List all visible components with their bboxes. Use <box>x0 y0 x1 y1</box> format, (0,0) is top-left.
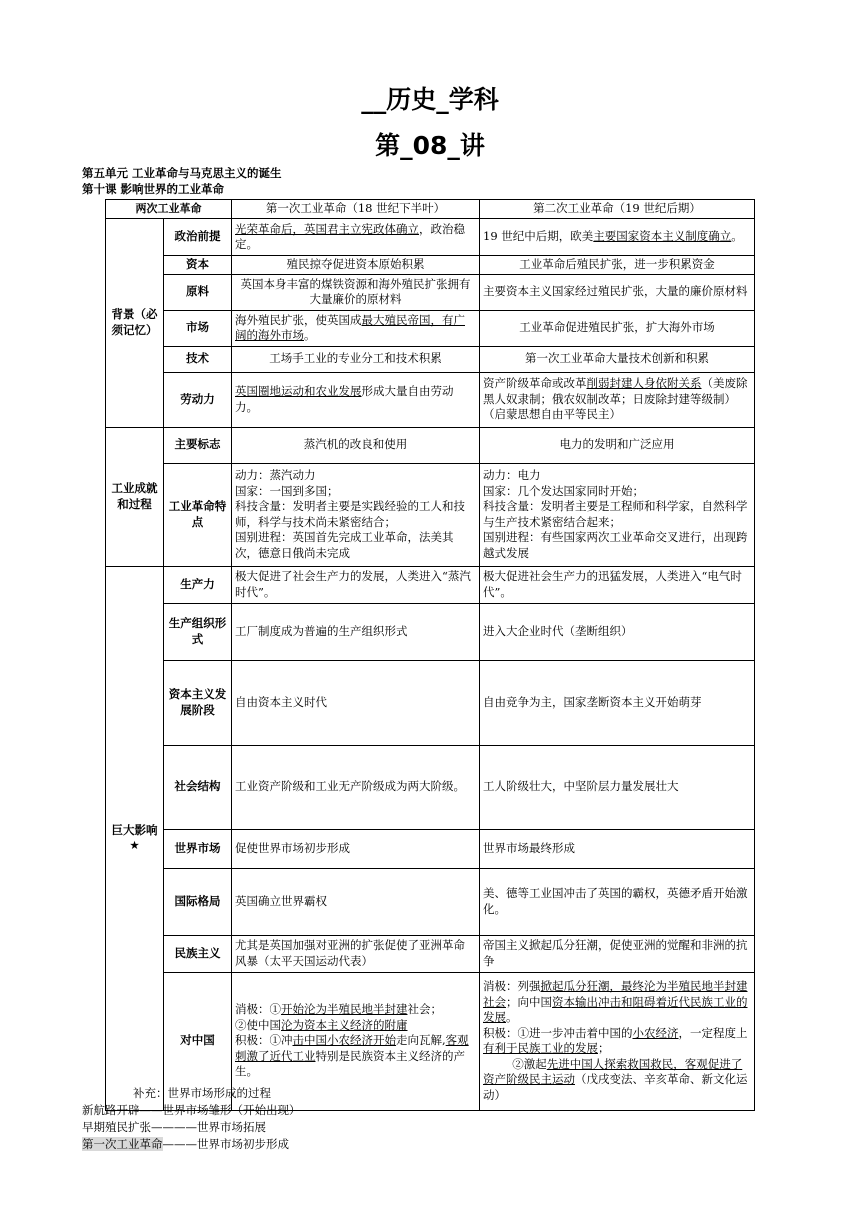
cell-technology-first: 工场手工业的专业分工和技术积累 <box>232 346 480 372</box>
feature-line: 科技含量：发明者主要是工程师和科学家，自然科学与生产技术紧密结合起来； <box>483 499 748 529</box>
text: （美废除黑人奴隶制；俄农奴制改革；日废除封建等级制）（启蒙思想自由平等民主） <box>483 376 748 422</box>
feature-line: 科技含量：发明者主要是实践经验的工人和技师，科学与技术尚未紧密结合； <box>235 499 465 529</box>
text: ；向中国 <box>506 994 552 1009</box>
row-label-materials: 原料 <box>164 274 232 310</box>
text: 社会； <box>407 1002 442 1017</box>
cell-market-second: 工业革命促进殖民扩张，扩大海外市场 <box>480 310 755 346</box>
cell-labor-first <box>232 372 480 427</box>
cell-productivity-first: 极大促进了社会生产力的发展，人类进入“蒸汽时代”。 <box>232 566 480 603</box>
header-cell-revolutions: 两次工业革命 <box>106 200 232 219</box>
text: 海外殖民扩张，使英国成 <box>235 312 362 327</box>
cell-materials-first: 英国本身丰富的煤铁资源和海外殖民扩张拥有大量廉价的原材料 <box>232 274 480 310</box>
cell-world-market-first: 促使世界市场初步形成 <box>232 829 480 868</box>
underline-text: 掀起瓜分狂潮，最终沦为半殖民地半封建社会 <box>483 979 748 1009</box>
cell-social-second: 工人阶级壮大，中坚阶层力量发展壮大 <box>480 745 755 829</box>
underline-text: 击中国小农经济开始 <box>292 1033 396 1048</box>
footer-supplement: 补充：世界市场形成的过程 <box>133 1086 271 1100</box>
table-row <box>106 256 755 275</box>
feature-line: 国别进程：英国首先完成工业革命，法美其次，德意日俄尚未完成 <box>235 530 454 560</box>
table-row <box>106 372 755 427</box>
underline-text: 光荣革命后，英国君主立宪政体确立 <box>235 221 419 236</box>
china-line <box>483 1026 751 1057</box>
feature-line: 动力：电力 <box>483 468 541 482</box>
cell-materials-second: 主要资本主义国家经过殖民扩张，大量的廉价原材料 <box>480 274 755 310</box>
underline-text: 主要国家资本主义制度确立 <box>593 229 732 244</box>
underline-text: 先进中国人探索救国救民，客观促进了资产阶级民主运动 <box>483 1056 743 1086</box>
table-row <box>106 427 755 463</box>
table-row <box>106 660 755 745</box>
cell-capitalism-second: 自由竞争为主，国家垄断资本主义开始萌芽 <box>480 660 755 745</box>
underline-text: 开始沦为半殖民地半封建 <box>281 1002 408 1017</box>
table-row <box>106 219 755 256</box>
feature-line: 动力：蒸汽动力 <box>235 468 316 482</box>
underline-text: 资本输出冲击和阻碍着近代民族工业的发展 <box>483 994 748 1024</box>
text: 。 <box>506 1010 518 1024</box>
feature-line: 国家：一国到多国； <box>235 483 339 498</box>
china-line <box>235 1033 476 1080</box>
row-label-symbol: 主要标志 <box>164 427 232 463</box>
text: ②激起 <box>483 1056 547 1071</box>
text: 。 <box>304 328 316 342</box>
header-cell-second: 第二次工业革命（19 世纪后期） <box>480 200 755 219</box>
table-row <box>106 745 755 829</box>
group-achievements: 工业成就和过程 <box>106 427 164 566</box>
cell-intl-first: 英国确立世界霸权 <box>232 868 480 935</box>
china-line <box>483 979 751 1026</box>
row-label-labor: 劳动力 <box>164 372 232 427</box>
underline-text: 小农经济 <box>632 1025 679 1040</box>
row-label-productivity: 生产力 <box>164 566 232 603</box>
page-title: __历史_学科 <box>361 85 499 114</box>
underline-text: 有利于民族工业的发展 <box>483 1041 598 1055</box>
china-line <box>483 1057 751 1104</box>
underline-text: 客观刺激了近代工业 <box>235 1033 469 1063</box>
underline-text: 削弱封建人身依附关系 <box>586 376 702 391</box>
table-row <box>106 566 755 603</box>
highlighted-text: 第一次工业革命 <box>82 1137 163 1151</box>
cell-productivity-second: 极大促进社会生产力的迅猛发展，人类进入“电气时代”。 <box>480 566 755 603</box>
table-row <box>106 935 755 972</box>
footer-line-1: 新航路开辟——世界市场雏形（开始出现） <box>82 1103 301 1117</box>
cell-market-first <box>232 310 480 346</box>
cell-nation-first: 尤其是英国加强对亚洲的扩张促使了亚洲革命风暴（太平天国运动代表） <box>232 935 480 972</box>
table-row <box>106 829 755 868</box>
cell-intl-second: 美、德等工业国冲击了英国的霸权，英德矛盾开始激化。 <box>480 868 755 935</box>
group-impact: 巨大影响★ <box>106 566 164 1110</box>
text: 消极：列强 <box>483 979 541 993</box>
cell-capitalism-first: 自由资本主义时代 <box>232 660 480 745</box>
text: 消极：① <box>235 1002 281 1017</box>
cell-social-first: 工业资产阶级和工业无产阶级成为两大阶级。 <box>232 745 480 829</box>
text: ，政治稳定。 <box>235 221 465 251</box>
feature-line: 国别进程：有些国家两次工业革命交叉进行，出现跨越式发展 <box>483 530 748 560</box>
table-row <box>106 603 755 660</box>
row-label-china: 对中国 <box>164 972 232 1110</box>
table-row <box>106 868 755 935</box>
cell-capital-second: 工业革命后殖民扩张，进一步积累资金 <box>480 256 755 275</box>
table-header-row <box>106 200 755 219</box>
comparison-table <box>105 199 755 1111</box>
group-background: 背景（必须记忆） <box>106 219 164 428</box>
cell-symbol-first: 蒸汽机的改良和使用 <box>232 427 480 463</box>
row-label-intl: 国际格局 <box>164 868 232 935</box>
header-cell-first: 第一次工业革命（18 世纪下半叶） <box>232 200 480 219</box>
footer-line-2: 早期殖民扩张————世界市场拓展 <box>82 1120 266 1134</box>
text: 资产阶级革命或改革 <box>483 376 587 391</box>
row-label-capitalism: 资本主义发展阶段 <box>164 660 232 745</box>
cell-organization-first: 工厂制度成为普遍的生产组织形式 <box>232 603 480 660</box>
cell-organization-second: 进入大企业时代（垄断组织） <box>480 603 755 660</box>
text: 积极：①进一步冲击着中国的 <box>483 1025 633 1040</box>
text: ②使中国 <box>235 1017 281 1032</box>
text: 积极：①冲 <box>235 1033 293 1048</box>
footer-line-3 <box>82 1136 289 1152</box>
china-line <box>235 1018 476 1034</box>
row-label-social: 社会结构 <box>164 745 232 829</box>
feature-line: 国家：几个发达国家同时开始； <box>483 483 644 498</box>
text: 19 世纪中后期，欧美 <box>483 229 594 244</box>
text: ，一定程度上 <box>678 1025 748 1040</box>
table-row <box>106 463 755 566</box>
cell-nation-second: 帝国主义掀起瓜分狂潮，促使亚洲的觉醒和非洲的抗争 <box>480 935 755 972</box>
cell-politics-first <box>232 219 480 256</box>
text: 形成大量自由劳动力。 <box>235 384 454 414</box>
text: 走向瓦解, <box>396 1033 446 1048</box>
underline-text: 沦为资本主义经济的附庸 <box>281 1017 408 1032</box>
text: 特别是民族资本主义经济的产生。 <box>235 1048 465 1079</box>
cell-politics-second <box>480 219 755 256</box>
table-row <box>106 346 755 372</box>
text: 。 <box>731 229 743 244</box>
text: （戊戌变法、辛亥革命、新文化运动） <box>483 1072 748 1102</box>
row-label-organization: 生产组织形式 <box>164 603 232 660</box>
cell-labor-second <box>480 372 755 427</box>
cell-capital-first: 殖民掠夺促进资本原始积累 <box>232 256 480 275</box>
row-label-features: 工业革命特点 <box>164 463 232 566</box>
row-label-politics: 政治前提 <box>164 219 232 256</box>
cell-features-second <box>480 463 755 566</box>
cell-technology-second: 第一次工业革命大量技术创新和积累 <box>480 346 755 372</box>
cell-symbol-second: 电力的发明和广泛应用 <box>480 427 755 463</box>
row-label-capital: 资本 <box>164 256 232 275</box>
row-label-technology: 技术 <box>164 346 232 372</box>
lecture-number: 第_08_讲 <box>375 131 485 160</box>
text: ———世界市场初步形成 <box>162 1137 289 1151</box>
cell-features-first <box>232 463 480 566</box>
underline-text: 英国圈地运动和农业发展 <box>235 384 362 398</box>
cell-china-second <box>480 972 755 1110</box>
row-label-market: 市场 <box>164 310 232 346</box>
unit-heading: 第五单元 工业革命与马克思主义的诞生 <box>82 166 282 180</box>
table-row <box>106 310 755 346</box>
text: ； <box>598 1041 610 1055</box>
row-label-world-market: 世界市场 <box>164 829 232 868</box>
row-label-nation: 民族主义 <box>164 935 232 972</box>
lesson-heading: 第十课 影响世界的工业革命 <box>82 182 225 196</box>
china-line <box>235 1002 476 1018</box>
underline-text: 最大殖民帝国，有广阔的海外市场 <box>235 312 465 342</box>
table-row <box>106 274 755 310</box>
cell-world-market-second: 世界市场最终形成 <box>480 829 755 868</box>
